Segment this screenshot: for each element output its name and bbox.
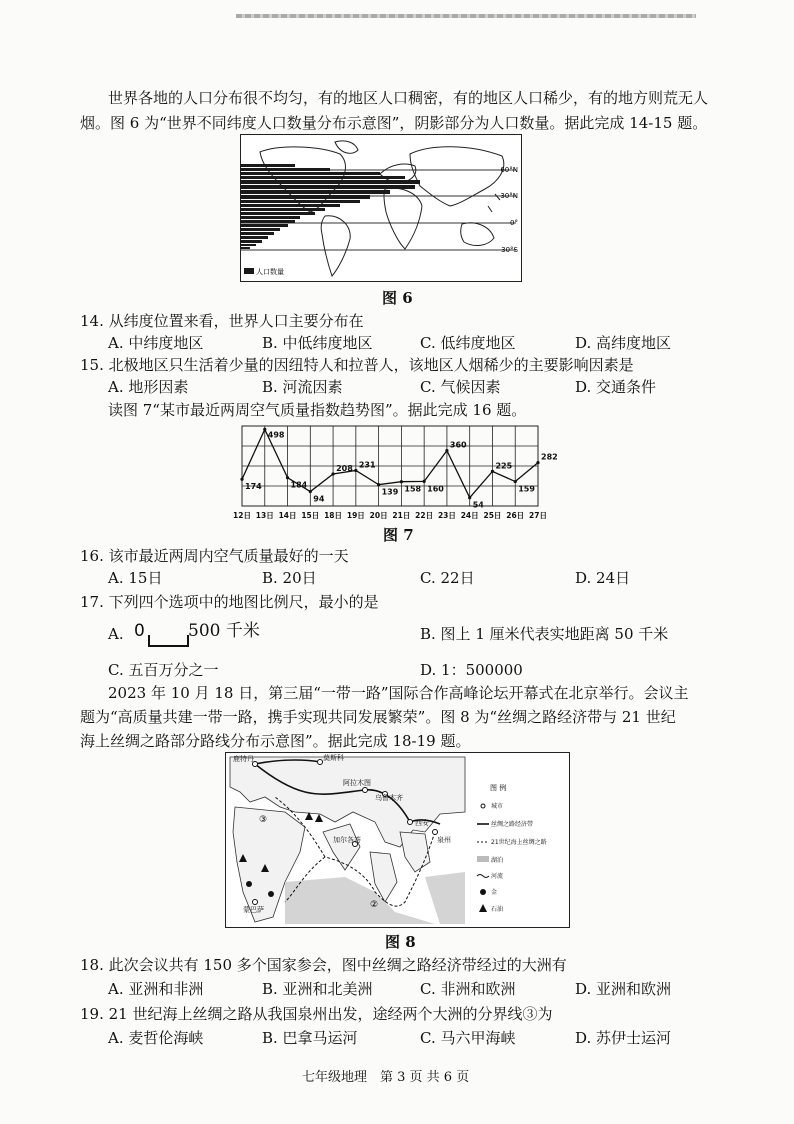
data-point xyxy=(286,476,289,479)
data-point xyxy=(514,480,517,483)
data-point xyxy=(491,470,494,473)
data-point xyxy=(354,469,357,472)
q18-option-d: D. 亚洲和欧洲 xyxy=(575,980,672,998)
q19-option-a: A. 麦哲伦海峡 xyxy=(108,1029,204,1047)
tick-label: 27日 xyxy=(529,511,547,520)
legend-city: 城市 xyxy=(491,803,504,810)
q19-option-d: D. 苏伊士运河 xyxy=(575,1029,672,1047)
q17-option-a-label: A. xyxy=(108,625,124,643)
data-label: 360 xyxy=(449,440,467,450)
legend-belt: 丝绸之路经济带 xyxy=(491,821,534,828)
data-point xyxy=(536,461,539,464)
q15-option-d: D. 交通条件 xyxy=(575,378,657,396)
legend-lake: 湖泊 xyxy=(491,857,504,864)
lat-label-30n: 30°N xyxy=(500,192,518,200)
q14-stem: 14. 从纬度位置来看，世界人口主要分布在 xyxy=(80,312,364,330)
data-label: 54 xyxy=(472,500,484,510)
fig8-legend-title: 图 例 xyxy=(490,784,507,792)
intro1-line1: 世界各地的人口分布很不均匀，有的地区人口稠密，有的地区人口稀少，有的地方则荒无人 xyxy=(108,89,709,107)
data-label: 208 xyxy=(336,464,353,473)
data-point xyxy=(445,449,448,452)
data-label: 174 xyxy=(245,482,262,492)
data-label: 158 xyxy=(404,484,422,494)
data-point xyxy=(400,480,403,483)
city-almaty: 阿拉木图 xyxy=(343,779,371,787)
q18-option-b: B. 亚洲和北美洲 xyxy=(262,980,373,998)
city-xian: 西安 xyxy=(415,819,429,827)
data-label: 498 xyxy=(267,430,285,440)
scale-zero: 0 xyxy=(134,621,145,641)
intro3-line1: 2023 年 10 月 18 日，第三届“一带一路”国际合作高峰论坛开幕式在北京举行。会议主 xyxy=(108,684,689,702)
tick-label: 13日 xyxy=(255,511,274,520)
legend-river: 河流 xyxy=(491,873,504,880)
data-label: 225 xyxy=(495,461,513,471)
tick-label: 20日 xyxy=(369,511,388,520)
fig8-caption: 图 8 xyxy=(385,933,416,951)
data-label: 184 xyxy=(290,480,308,490)
page-footer: 七年级地理 第 3 页 共 6 页 xyxy=(302,1070,470,1085)
data-point xyxy=(331,472,334,475)
q16-option-d: D. 24日 xyxy=(575,569,631,587)
fig6-map xyxy=(240,134,522,282)
city-rotterdam: 鹿特丹 xyxy=(233,755,254,763)
city-quanzhou: 泉州 xyxy=(437,836,451,844)
tick-label: 14日 xyxy=(278,511,297,520)
q15-stem: 15. 北极地区只生活着少量的因纽特人和拉普人，该地区人烟稀少的主要影响因素是 xyxy=(80,356,634,374)
q19-option-b: B. 巴拿马运河 xyxy=(262,1029,358,1047)
city-kolkata: 加尔各答 xyxy=(333,836,361,844)
data-point xyxy=(263,428,266,431)
fig7-caption: 图 7 xyxy=(383,526,414,544)
city-moscow: 莫斯科 xyxy=(323,754,344,762)
q14-option-d: D. 高纬度地区 xyxy=(575,334,672,352)
marker-3: ③ xyxy=(259,815,268,825)
city-urumqi: 乌鲁木齐 xyxy=(375,794,403,802)
tick-label: 19日 xyxy=(346,511,365,520)
q17-option-c: C. 五百万分之一 xyxy=(108,661,219,679)
legend-maritime: 21世纪海上丝绸之路 xyxy=(491,839,547,846)
q14-option-c: C. 低纬度地区 xyxy=(420,334,516,352)
scale-value: 500 千米 xyxy=(188,621,260,641)
fig8-map xyxy=(225,752,570,928)
data-label: 282 xyxy=(541,452,558,462)
q16-option-a: A. 15日 xyxy=(108,569,163,587)
fig7-chart xyxy=(232,420,558,524)
q18-stem: 18. 此次会议共有 150 多个国家参会，图中丝绸之路经济带经过的大洲有 xyxy=(80,956,567,974)
tick-label: 22日 xyxy=(415,511,434,520)
tick-label: 18日 xyxy=(324,511,343,520)
fig6-caption: 图 6 xyxy=(382,289,413,307)
q19-stem: 19. 21 世纪海上丝绸之路从我国泉州出发，途经两个大洲的分界线③为 xyxy=(80,1005,553,1023)
tick-label: 23日 xyxy=(437,511,456,520)
q19-option-c: C. 马六甲海峡 xyxy=(420,1029,516,1047)
data-point xyxy=(468,496,471,499)
q14-option-a: A. 中纬度地区 xyxy=(108,334,204,352)
scale-bar xyxy=(148,634,190,648)
data-label: 159 xyxy=(518,484,535,494)
q17-option-b: B. 图上 1 厘米代表实地距离 50 千米 xyxy=(420,625,669,643)
tick-label: 15日 xyxy=(301,511,320,520)
tick-label: 24日 xyxy=(460,511,479,520)
lat-label-60n: 60°N xyxy=(500,166,518,174)
fig6-legend: 人口数量 xyxy=(256,268,284,276)
q16-option-c: C. 22日 xyxy=(420,569,475,587)
marker-2: ② xyxy=(370,900,379,910)
data-label: 160 xyxy=(427,484,444,494)
data-point xyxy=(240,478,243,481)
data-label: 94 xyxy=(313,494,325,504)
city-mombasa: 蒙巴萨 xyxy=(243,906,264,914)
q18-option-c: C. 非洲和欧洲 xyxy=(420,980,516,998)
data-point xyxy=(423,480,426,483)
data-point xyxy=(309,490,312,493)
intro3-line3: 海上丝绸之路部分路线分布示意图”。据此完成 18-19 题。 xyxy=(80,732,471,750)
q18-option-a: A. 亚洲和非洲 xyxy=(108,980,204,998)
top-scan-edge xyxy=(236,14,696,18)
data-label: 139 xyxy=(381,487,399,497)
q15-option-a: A. 地形因素 xyxy=(108,378,189,396)
tick-label: 26日 xyxy=(506,511,525,520)
q14-option-b: B. 中低纬度地区 xyxy=(262,334,373,352)
q17-option-d: D. 1：500000 xyxy=(420,661,523,679)
q17-stem: 17. 下列四个选项中的地图比例尺，最小的是 xyxy=(80,593,379,611)
lat-label-30s: 30°S xyxy=(501,246,518,254)
q16-stem: 16. 该市最近两周内空气质量最好的一天 xyxy=(80,547,349,565)
lat-label-0: 0° xyxy=(510,219,518,227)
q16-option-b: B. 20日 xyxy=(262,569,317,587)
legend-oil: 石油 xyxy=(491,906,504,913)
intro2: 读图 7“某市最近两周空气质量指数趋势图”。据此完成 16 题。 xyxy=(108,401,527,419)
q15-option-b: B. 河流因素 xyxy=(262,378,343,396)
intro3-line2: 题为“高质量共建一带一路，携手实现共同发展繁荣”。图 8 为“丝绸之路经济带与 21 世纪 xyxy=(80,708,676,726)
tick-label: 21日 xyxy=(392,511,411,520)
tick-label: 25日 xyxy=(483,511,502,520)
data-label: 231 xyxy=(358,460,376,470)
data-point xyxy=(377,483,380,486)
intro1-line2: 烟。图 6 为“世界不同纬度人口数量分布示意图”，阴影部分为人口数量。据此完成 14-15 题。 xyxy=(80,114,708,132)
tick-label: 12日 xyxy=(233,511,251,520)
q15-option-c: C. 气候因素 xyxy=(420,378,501,396)
legend-gold: 金 xyxy=(491,889,498,896)
